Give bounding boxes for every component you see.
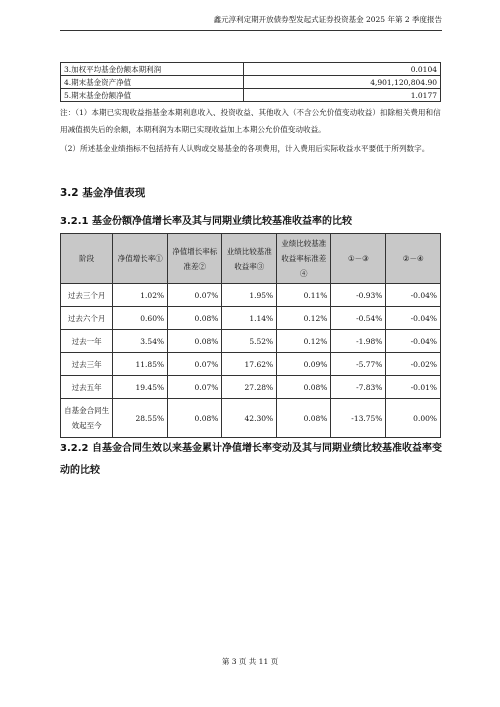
nav-std-cell: 0.08% bbox=[168, 330, 222, 353]
diff-2-4-cell: -0.04% bbox=[386, 307, 441, 330]
nav-growth-cell: 28.55% bbox=[113, 399, 168, 438]
period-cell: 过去一年 bbox=[61, 330, 113, 353]
period-cell: 过去六个月 bbox=[61, 307, 113, 330]
nav-std-cell: 0.08% bbox=[168, 307, 222, 330]
indicator-label: 5.期末基金份额净值 bbox=[61, 89, 244, 102]
nav-growth-cell: 19.45% bbox=[113, 376, 168, 399]
col-header-nav-growth: 净值增长率① bbox=[113, 234, 168, 284]
period-cell: 自基金合同生效起至今 bbox=[61, 399, 113, 438]
section-heading: 3.2 基金净值表现 bbox=[60, 187, 146, 199]
nav-growth-cell: 1.02% bbox=[113, 284, 168, 307]
bench-std-cell: 0.11% bbox=[277, 284, 331, 307]
col-header-bench-return: 业绩比较基准收益率③ bbox=[222, 234, 277, 284]
diff-1-3-cell: -7.83% bbox=[331, 376, 386, 399]
period-cell: 过去三个月 bbox=[61, 284, 113, 307]
bench-return-cell: 1.95% bbox=[222, 284, 277, 307]
note-1: 注：（1）本期已实现收益指基金本期利息收入、投资收益、其他收入（不含公允价值变动收益）扣除相关费用和信用减值损失后的余额，本期利润为本期已实现收益加上本期公允价值变动收益。 bbox=[60, 108, 441, 134]
diff-1-3-cell: -0.54% bbox=[331, 307, 386, 330]
diff-2-4-cell: -0.04% bbox=[386, 284, 441, 307]
bench-return-cell: 42.30% bbox=[222, 399, 277, 438]
table-row bbox=[61, 307, 441, 330]
nav-growth-cell: 0.60% bbox=[113, 307, 168, 330]
table-row bbox=[61, 330, 441, 353]
col-header-bench-std: 业绩比较基准收益率标准差④ bbox=[277, 234, 331, 284]
bench-std-cell: 0.09% bbox=[277, 353, 331, 376]
subsection-heading: 3.2.2 自基金合同生效以来基金累计净值增长率变动及其与同期业绩比较基准收益率变动的比较 bbox=[60, 443, 442, 476]
indicator-value: 4,901,120,804.90 bbox=[244, 76, 441, 89]
diff-1-3-cell: -0.93% bbox=[331, 284, 386, 307]
table-header-row bbox=[61, 234, 441, 284]
bench-return-cell: 5.52% bbox=[222, 330, 277, 353]
bench-return-cell: 1.14% bbox=[222, 307, 277, 330]
nav-std-cell: 0.07% bbox=[168, 284, 222, 307]
nav-std-cell: 0.07% bbox=[168, 376, 222, 399]
bench-std-cell: 0.12% bbox=[277, 307, 331, 330]
nav-growth-cell: 11.85% bbox=[113, 353, 168, 376]
diff-2-4-cell: -0.04% bbox=[386, 330, 441, 353]
diff-2-4-cell: 0.00% bbox=[386, 399, 441, 438]
table-row bbox=[61, 284, 441, 307]
period-cell: 过去五年 bbox=[61, 376, 113, 399]
performance-table bbox=[60, 233, 441, 438]
col-header-diff-1-3: ①－③ bbox=[331, 234, 386, 284]
bench-std-cell: 0.12% bbox=[277, 330, 331, 353]
page-header bbox=[60, 12, 442, 31]
table-row bbox=[61, 63, 441, 76]
diff-1-3-cell: -5.77% bbox=[331, 353, 386, 376]
col-header-diff-2-4: ②－④ bbox=[386, 234, 441, 284]
nav-std-cell: 0.07% bbox=[168, 353, 222, 376]
note-2: （2）所述基金业绩指标不包括持有人认购或交易基金的各项费用，计入费用后实际收益水平要低于所列数字。 bbox=[60, 144, 430, 153]
diff-2-4-cell: -0.01% bbox=[386, 376, 441, 399]
indicator-value: 1.0177 bbox=[244, 89, 441, 102]
diff-2-4-cell: -0.02% bbox=[386, 353, 441, 376]
indicator-table bbox=[60, 62, 441, 102]
col-header-period: 阶段 bbox=[61, 234, 113, 284]
period-cell: 过去三年 bbox=[61, 353, 113, 376]
indicator-label: 3.加权平均基金份额本期利润 bbox=[61, 63, 244, 76]
table-row bbox=[61, 89, 441, 102]
bench-return-cell: 17.62% bbox=[222, 353, 277, 376]
diff-1-3-cell: -1.98% bbox=[331, 330, 386, 353]
table-row bbox=[61, 76, 441, 89]
nav-std-cell: 0.08% bbox=[168, 399, 222, 438]
bench-std-cell: 0.08% bbox=[277, 399, 331, 438]
report-title: 鑫元淳利定期开放债券型发起式证券投资基金 2025 年第 2 季度报告 bbox=[213, 15, 442, 24]
diff-1-3-cell: -13.75% bbox=[331, 399, 386, 438]
table-row bbox=[61, 376, 441, 399]
table-row bbox=[61, 399, 441, 438]
nav-growth-cell: 3.54% bbox=[113, 330, 168, 353]
indicator-value: 0.0104 bbox=[244, 63, 441, 76]
indicator-label: 4.期末基金资产净值 bbox=[61, 76, 244, 89]
bench-std-cell: 0.08% bbox=[277, 376, 331, 399]
col-header-nav-std: 净值增长率标准差② bbox=[168, 234, 222, 284]
subsection-heading: 3.2.1 基金份额净值增长率及其与同期业绩比较基准收益率的比较 bbox=[60, 216, 352, 227]
bench-return-cell: 27.28% bbox=[222, 376, 277, 399]
table-row bbox=[61, 353, 441, 376]
page-footer: 第 3 页 共 11 页 bbox=[221, 657, 279, 666]
